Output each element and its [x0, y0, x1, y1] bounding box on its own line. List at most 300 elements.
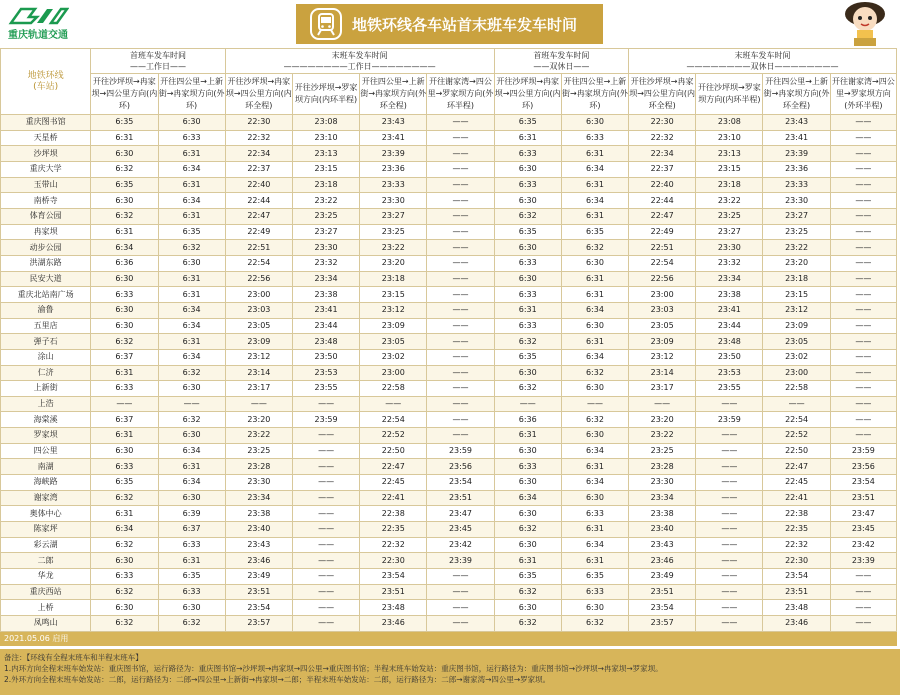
time-cell: 22:50 [763, 443, 830, 459]
time-cell: —— [696, 537, 763, 553]
time-cell: 23:18 [360, 271, 427, 287]
station-name: 华龙 [1, 569, 91, 585]
time-cell: 22:30 [763, 553, 830, 569]
time-cell: —— [494, 396, 561, 412]
time-cell: 6:32 [561, 616, 628, 632]
time-cell: 6:35 [91, 177, 158, 193]
time-cell: 22:32 [629, 130, 696, 146]
time-cell: 6:31 [158, 208, 225, 224]
time-cell: 23:42 [830, 537, 896, 553]
time-cell: 22:41 [763, 490, 830, 506]
station-column-header: 地铁环线 (车站) [1, 49, 91, 115]
time-cell: 6:33 [91, 287, 158, 303]
station-name: 重庆大学 [1, 161, 91, 177]
table-row [1, 271, 897, 287]
time-cell: 23:20 [225, 412, 292, 428]
table-row [1, 428, 897, 444]
time-cell: 22:54 [763, 412, 830, 428]
time-cell: —— [830, 349, 896, 365]
time-cell: —— [629, 396, 696, 412]
time-cell: 23:15 [696, 161, 763, 177]
time-cell: 6:31 [158, 459, 225, 475]
time-cell: 23:25 [763, 224, 830, 240]
table-row [1, 161, 897, 177]
time-cell: 23:59 [696, 412, 763, 428]
time-cell: —— [427, 349, 494, 365]
time-cell: 6:34 [494, 490, 561, 506]
time-cell: —— [427, 396, 494, 412]
table-row [1, 506, 897, 522]
time-cell: 23:39 [830, 553, 896, 569]
time-cell: —— [830, 193, 896, 209]
time-cell: —— [696, 553, 763, 569]
time-cell: 22:51 [629, 240, 696, 256]
time-cell: 6:32 [494, 208, 561, 224]
station-name: 海峡路 [1, 475, 91, 491]
time-cell: 23:59 [427, 443, 494, 459]
note-line-2: 2.外环方向全程末班车始发站：二郎，运行路径为：二郎→四公里→上新街→冉家坝→二郎；半程末班车始发站：二郎，运行路径为：二郎→谢家湾→四公里→罗家坝。 [4, 675, 551, 684]
station-name: 玉带山 [1, 177, 91, 193]
time-cell: 23:55 [292, 381, 359, 397]
time-cell: 6:35 [494, 115, 561, 131]
time-cell: 6:31 [561, 146, 628, 162]
time-cell: 23:48 [292, 334, 359, 350]
time-cell: —— [696, 569, 763, 585]
time-cell: —— [427, 224, 494, 240]
time-cell: 23:12 [629, 349, 696, 365]
time-cell: 6:31 [91, 428, 158, 444]
time-cell: 23:49 [225, 569, 292, 585]
time-cell: 6:30 [494, 161, 561, 177]
station-name: 弹子石 [1, 334, 91, 350]
time-cell: 23:46 [225, 553, 292, 569]
time-cell: 6:32 [158, 365, 225, 381]
time-cell: 6:31 [158, 287, 225, 303]
table-row [1, 537, 897, 553]
time-cell: 23:55 [696, 381, 763, 397]
time-cell: 23:54 [427, 475, 494, 491]
table-row [1, 522, 897, 538]
time-cell: 23:41 [360, 130, 427, 146]
title-bar [296, 4, 603, 44]
table-row [1, 208, 897, 224]
time-cell: 6:31 [158, 146, 225, 162]
time-cell: 6:30 [158, 428, 225, 444]
time-cell: 23:25 [629, 443, 696, 459]
time-cell: 22:34 [225, 146, 292, 162]
time-cell: 6:35 [494, 224, 561, 240]
time-cell: 6:35 [91, 475, 158, 491]
time-cell: 22:54 [360, 412, 427, 428]
time-cell: 23:09 [629, 334, 696, 350]
time-cell: 6:30 [158, 600, 225, 616]
time-cell: 23:59 [830, 443, 896, 459]
table-row [1, 412, 897, 428]
time-cell: 6:32 [91, 584, 158, 600]
time-cell: —— [427, 381, 494, 397]
station-name: 谢家湾 [1, 490, 91, 506]
table-row [1, 115, 897, 131]
time-cell: 23:14 [225, 365, 292, 381]
time-cell: 6:33 [158, 130, 225, 146]
time-cell: 23:38 [696, 287, 763, 303]
time-cell: 23:38 [629, 506, 696, 522]
time-cell: 6:37 [158, 522, 225, 538]
time-cell: 23:05 [360, 334, 427, 350]
time-cell: 6:31 [561, 208, 628, 224]
time-cell: 6:32 [494, 381, 561, 397]
time-cell: 23:30 [763, 193, 830, 209]
time-cell: 23:09 [763, 318, 830, 334]
time-cell: 23:33 [360, 177, 427, 193]
time-cell: 6:34 [158, 349, 225, 365]
time-cell: 6:31 [158, 177, 225, 193]
time-cell: 23:34 [696, 271, 763, 287]
time-cell: 23:53 [696, 365, 763, 381]
time-cell: 23:41 [763, 130, 830, 146]
time-cell: 22:47 [763, 459, 830, 475]
time-cell: 23:02 [360, 349, 427, 365]
time-cell: 6:34 [561, 349, 628, 365]
time-cell: 6:30 [494, 600, 561, 616]
time-cell: 6:33 [158, 584, 225, 600]
time-cell: 6:31 [91, 365, 158, 381]
column-header: 开往沙坪坝→罗家坝方向(内环半程) [292, 74, 359, 115]
time-cell: 6:35 [158, 569, 225, 585]
time-cell: 6:31 [561, 553, 628, 569]
time-cell: 6:35 [561, 224, 628, 240]
column-header-row [1, 74, 897, 115]
time-cell: —— [292, 569, 359, 585]
time-cell: —— [763, 396, 830, 412]
time-cell: —— [427, 255, 494, 271]
time-cell: 23:10 [292, 130, 359, 146]
time-cell: 6:31 [494, 130, 561, 146]
time-cell: 22:56 [629, 271, 696, 287]
time-cell: —— [696, 396, 763, 412]
time-cell: 23:27 [360, 208, 427, 224]
table-row [1, 443, 897, 459]
time-cell: 23:32 [292, 255, 359, 271]
time-cell: —— [830, 428, 896, 444]
time-cell: 23:48 [763, 600, 830, 616]
table-row [1, 334, 897, 350]
table-row [1, 255, 897, 271]
timetable-body [1, 115, 897, 632]
time-cell: 23:10 [696, 130, 763, 146]
table-row [1, 130, 897, 146]
table-row [1, 349, 897, 365]
time-cell: 6:32 [494, 334, 561, 350]
time-cell: —— [292, 475, 359, 491]
table-row [1, 490, 897, 506]
metro-train-icon [310, 8, 342, 40]
time-cell: 22:44 [225, 193, 292, 209]
table-row [1, 240, 897, 256]
time-cell: —— [830, 287, 896, 303]
time-cell: 6:30 [494, 506, 561, 522]
time-cell: 23:54 [763, 569, 830, 585]
time-cell: —— [427, 412, 494, 428]
logo [2, 4, 74, 44]
time-cell: 22:38 [763, 506, 830, 522]
time-cell: 6:30 [494, 240, 561, 256]
time-cell: 6:36 [91, 255, 158, 271]
time-cell: 23:17 [225, 381, 292, 397]
station-name: 海棠溪 [1, 412, 91, 428]
time-cell: 22:56 [225, 271, 292, 287]
time-cell: 6:32 [158, 240, 225, 256]
time-cell: 23:22 [763, 240, 830, 256]
time-cell: 22:49 [225, 224, 292, 240]
station-name: 天星桥 [1, 130, 91, 146]
time-cell: 23:43 [225, 537, 292, 553]
note-line-1: 1.内环方向全程末班车始发站：重庆图书馆，运行路径为：重庆图书馆→沙坪坝→冉家坝→四公里→重庆图书馆；半程末班车始发站：重庆图书馆，运行路径为：重庆图书馆→沙坪坝→冉家坝→罗家坝。 [4, 664, 663, 673]
time-cell: 22:52 [763, 428, 830, 444]
column-header: 开往沙坪坝→冉家坝→四公里方向(内环全程) [629, 74, 696, 115]
time-cell: 22:37 [225, 161, 292, 177]
time-cell: —— [696, 459, 763, 475]
time-cell: 22:40 [629, 177, 696, 193]
time-cell: —— [427, 208, 494, 224]
time-cell: 6:30 [91, 553, 158, 569]
table-row [1, 318, 897, 334]
time-cell: —— [292, 616, 359, 632]
station-name: 洪湖东路 [1, 255, 91, 271]
time-cell: 6:34 [561, 302, 628, 318]
time-cell: 6:35 [158, 224, 225, 240]
time-cell: 23:00 [360, 365, 427, 381]
time-cell: 6:31 [494, 553, 561, 569]
header [0, 0, 900, 48]
station-name: 上桥 [1, 600, 91, 616]
time-cell: 6:34 [561, 161, 628, 177]
column-header: 开往四公里→上新街→冉家坝方向(外环) [158, 74, 225, 115]
time-cell: —— [427, 115, 494, 131]
time-cell: 23:54 [225, 600, 292, 616]
table-row [1, 459, 897, 475]
time-cell: 6:32 [91, 208, 158, 224]
time-cell: 22:35 [360, 522, 427, 538]
time-cell: 23:54 [360, 569, 427, 585]
time-cell: 6:37 [91, 349, 158, 365]
station-name: 四公里 [1, 443, 91, 459]
time-cell: 6:30 [91, 443, 158, 459]
station-name: 凤鸣山 [1, 616, 91, 632]
time-cell: 6:34 [91, 240, 158, 256]
station-name: 冉家坝 [1, 224, 91, 240]
time-cell: 22:50 [360, 443, 427, 459]
logo-mark-icon [2, 4, 74, 28]
time-cell: 6:33 [561, 584, 628, 600]
notes [0, 649, 900, 695]
time-cell: 6:33 [561, 506, 628, 522]
time-cell: 23:40 [629, 522, 696, 538]
time-cell: —— [427, 616, 494, 632]
time-cell: 23:39 [427, 553, 494, 569]
time-cell: 22:45 [763, 475, 830, 491]
time-cell: 23:34 [292, 271, 359, 287]
time-cell: —— [696, 506, 763, 522]
time-cell: 23:46 [360, 616, 427, 632]
time-cell: 23:12 [225, 349, 292, 365]
time-cell: 23:12 [763, 302, 830, 318]
group-header: 首班车发车时间 ——双休日—— [494, 49, 628, 74]
station-name: 仁济 [1, 365, 91, 381]
time-cell: 6:33 [158, 537, 225, 553]
time-cell: 22:51 [225, 240, 292, 256]
time-cell: 6:30 [561, 318, 628, 334]
time-cell: 6:31 [561, 177, 628, 193]
time-cell: 6:34 [158, 318, 225, 334]
time-cell: 6:33 [91, 381, 158, 397]
time-cell: 23:25 [360, 224, 427, 240]
time-cell: 23:00 [225, 287, 292, 303]
time-cell: —— [696, 616, 763, 632]
time-cell: 6:30 [158, 490, 225, 506]
time-cell: 6:32 [91, 161, 158, 177]
time-cell: 23:20 [629, 412, 696, 428]
page-title: 地铁环线各车站首末班车发车时间 [352, 15, 578, 34]
time-cell: 6:31 [561, 271, 628, 287]
time-cell: 23:48 [696, 334, 763, 350]
time-cell: 6:31 [158, 271, 225, 287]
time-cell: 23:54 [830, 475, 896, 491]
time-cell: 6:31 [494, 428, 561, 444]
time-cell: —— [830, 240, 896, 256]
time-cell: —— [427, 161, 494, 177]
time-cell: 6:33 [494, 318, 561, 334]
time-cell: 23:27 [763, 208, 830, 224]
station-name: 上浩 [1, 396, 91, 412]
time-cell: —— [427, 334, 494, 350]
time-cell: —— [427, 130, 494, 146]
time-cell: 6:34 [158, 443, 225, 459]
time-cell: 23:22 [696, 193, 763, 209]
time-cell: 6:30 [91, 318, 158, 334]
time-cell: 23:30 [696, 240, 763, 256]
time-cell: 23:56 [830, 459, 896, 475]
time-cell: 23:14 [629, 365, 696, 381]
time-cell: 23:32 [696, 255, 763, 271]
time-cell: 22:52 [360, 428, 427, 444]
time-cell: 23:25 [292, 208, 359, 224]
mascot-icon [834, 0, 896, 48]
time-cell: —— [830, 584, 896, 600]
time-cell: 23:46 [629, 553, 696, 569]
time-cell: 6:31 [561, 287, 628, 303]
time-cell: —— [696, 584, 763, 600]
time-cell: 23:30 [360, 193, 427, 209]
table-row [1, 365, 897, 381]
time-cell: —— [91, 396, 158, 412]
time-cell: 23:43 [360, 115, 427, 131]
time-cell: 22:47 [360, 459, 427, 475]
time-cell: 6:30 [91, 271, 158, 287]
time-cell: —— [427, 584, 494, 600]
time-cell: 23:05 [629, 318, 696, 334]
time-cell: —— [292, 459, 359, 475]
time-cell: 22:35 [763, 522, 830, 538]
table-row [1, 553, 897, 569]
time-cell: 23:27 [696, 224, 763, 240]
time-cell: 6:30 [494, 537, 561, 553]
time-cell: 6:34 [158, 475, 225, 491]
time-cell: 6:30 [561, 428, 628, 444]
time-cell: 23:25 [696, 208, 763, 224]
time-cell: 23:34 [629, 490, 696, 506]
time-cell: 6:32 [158, 412, 225, 428]
time-cell: 23:30 [292, 240, 359, 256]
time-cell: 23:00 [629, 287, 696, 303]
time-cell: 23:15 [763, 287, 830, 303]
table-row [1, 569, 897, 585]
time-cell: —— [830, 146, 896, 162]
time-cell: 23:48 [360, 600, 427, 616]
group-header: 末班车发车时间 ————————工作日———————— [225, 49, 494, 74]
time-cell: 23:12 [360, 302, 427, 318]
time-cell: —— [830, 381, 896, 397]
time-cell: 23:09 [225, 334, 292, 350]
time-cell: —— [830, 161, 896, 177]
table-row [1, 146, 897, 162]
time-cell: 6:30 [158, 381, 225, 397]
time-cell: 6:31 [561, 459, 628, 475]
time-cell: 23:50 [696, 349, 763, 365]
time-cell: 6:33 [561, 130, 628, 146]
time-cell: 23:39 [763, 146, 830, 162]
time-cell: 6:30 [91, 302, 158, 318]
time-cell: —— [427, 271, 494, 287]
time-cell: 23:59 [292, 412, 359, 428]
column-header: 开往四公里→上新街→冉家坝方向(外环全程) [763, 74, 830, 115]
time-cell: 23:49 [629, 569, 696, 585]
time-cell: 23:15 [360, 287, 427, 303]
time-cell: 6:30 [494, 193, 561, 209]
station-name: 沙坪坝 [1, 146, 91, 162]
time-cell: 6:32 [91, 490, 158, 506]
time-cell: 6:31 [158, 334, 225, 350]
logo-text: 重庆轨道交通 [8, 30, 68, 41]
time-cell: —— [830, 255, 896, 271]
time-cell: 6:37 [91, 412, 158, 428]
time-cell: 23:18 [292, 177, 359, 193]
column-header: 开往沙坪坝→冉家坝→四公里方向(内环) [91, 74, 158, 115]
time-cell: 6:30 [91, 146, 158, 162]
time-cell: —— [830, 271, 896, 287]
table-row [1, 600, 897, 616]
time-cell: —— [427, 193, 494, 209]
group-header-row [1, 49, 897, 74]
table-row [1, 616, 897, 632]
time-cell: 23:45 [427, 522, 494, 538]
time-cell: 23:25 [225, 443, 292, 459]
time-cell: 6:35 [494, 349, 561, 365]
time-cell: —— [696, 475, 763, 491]
station-name: 重庆西站 [1, 584, 91, 600]
time-cell: 6:30 [561, 115, 628, 131]
time-cell: —— [292, 506, 359, 522]
time-cell: —— [830, 569, 896, 585]
time-cell: 6:32 [561, 412, 628, 428]
time-cell: 23:40 [225, 522, 292, 538]
time-cell: 23:05 [225, 318, 292, 334]
time-cell: —— [158, 396, 225, 412]
time-cell: 22:58 [360, 381, 427, 397]
time-cell: —— [427, 240, 494, 256]
time-cell: 6:30 [561, 600, 628, 616]
time-cell: 23:22 [225, 428, 292, 444]
